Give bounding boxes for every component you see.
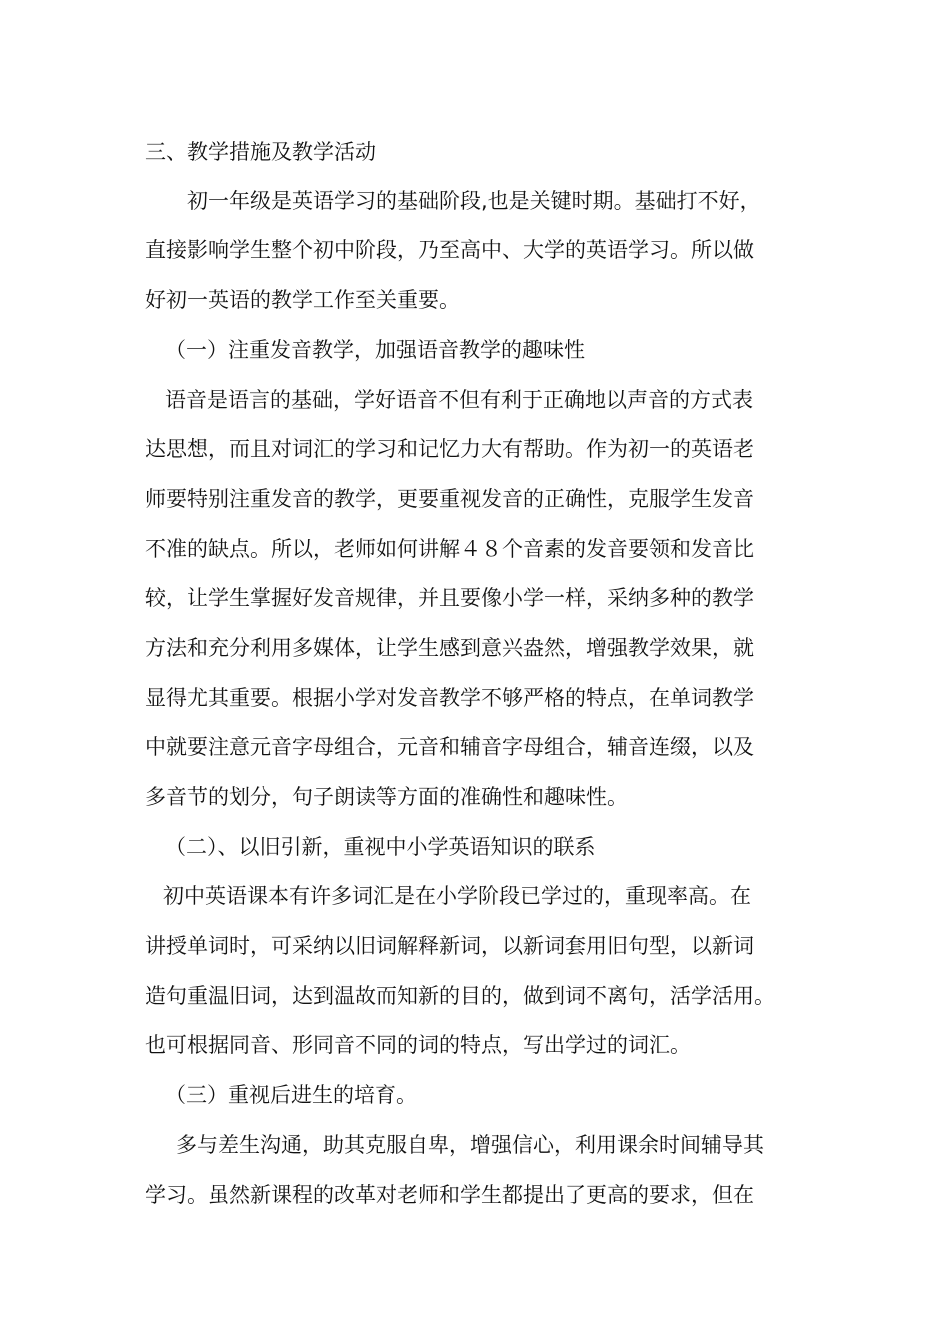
paragraph-line: 较，让学生掌握好发音规律，并且要像小学一样，采纳多种的教学 xyxy=(145,586,754,610)
subsection-title-3: （三）重视后进生的培育。 xyxy=(165,1083,417,1107)
paragraph-line: 也可根据同音、形同音不同的词的特点，写出学过的词汇。 xyxy=(145,1033,691,1057)
paragraph-line: 中就要注意元音字母组合，元音和辅音字母组合，辅音连缀，以及 xyxy=(145,735,754,759)
paragraph-line: 语音是语言的基础，学好语音不但有利于正确地以声音的方式表 xyxy=(165,388,753,412)
paragraph-line: 学习。虽然新课程的改革对老师和学生都提出了更高的要求，但在 xyxy=(145,1183,754,1207)
paragraph-line: 造句重温旧词，达到温故而知新的目的，做到词不离句，活学活用。 xyxy=(145,984,775,1008)
paragraph-line: 多音节的划分，句子朗读等方面的准确性和趣味性。 xyxy=(145,785,628,809)
intro-line: 好初一英语的教学工作至关重要。 xyxy=(145,288,460,312)
subsection-title-1: （一）注重发音教学，加强语音教学的趣味性 xyxy=(165,338,585,362)
paragraph-line: 达思想，而且对词汇的学习和记忆力大有帮助。作为初一的英语老 xyxy=(145,437,754,461)
paragraph-line: 初中英语课本有许多词汇是在小学阶段已学过的，重现率高。在 xyxy=(163,884,751,908)
subsection-title-2: （二）、以旧引新，重视中小学英语知识的联系 xyxy=(165,835,596,859)
intro-line: 直接影响学生整个初中阶段，乃至高中、大学的英语学习。所以做 xyxy=(145,238,754,262)
intro-line: 初一年级是英语学习的基础阶段,也是关键时期。基础打不好， xyxy=(187,189,761,213)
paragraph-line: 方法和充分利用多媒体，让学生感到意兴盎然，增强教学效果，就 xyxy=(145,636,754,660)
paragraph-line: 多与差生沟通，助其克服自卑，增强信心，利用课余时间辅导其 xyxy=(176,1133,764,1157)
paragraph-line: 不准的缺点。所以，老师如何讲解４８个音素的发音要领和发音比 xyxy=(145,537,754,561)
paragraph-line: 讲授单词时，可采纳以旧词解释新词，以新词套用旧句型，以新词 xyxy=(145,934,754,958)
section-heading: 三、教学措施及教学活动 xyxy=(145,140,376,164)
paragraph-line: 师要特别注重发音的教学，更要重视发音的正确性，克服学生发音 xyxy=(145,487,754,511)
paragraph-line: 显得尤其重要。根据小学对发音教学不够严格的特点，在单词教学 xyxy=(145,686,754,710)
